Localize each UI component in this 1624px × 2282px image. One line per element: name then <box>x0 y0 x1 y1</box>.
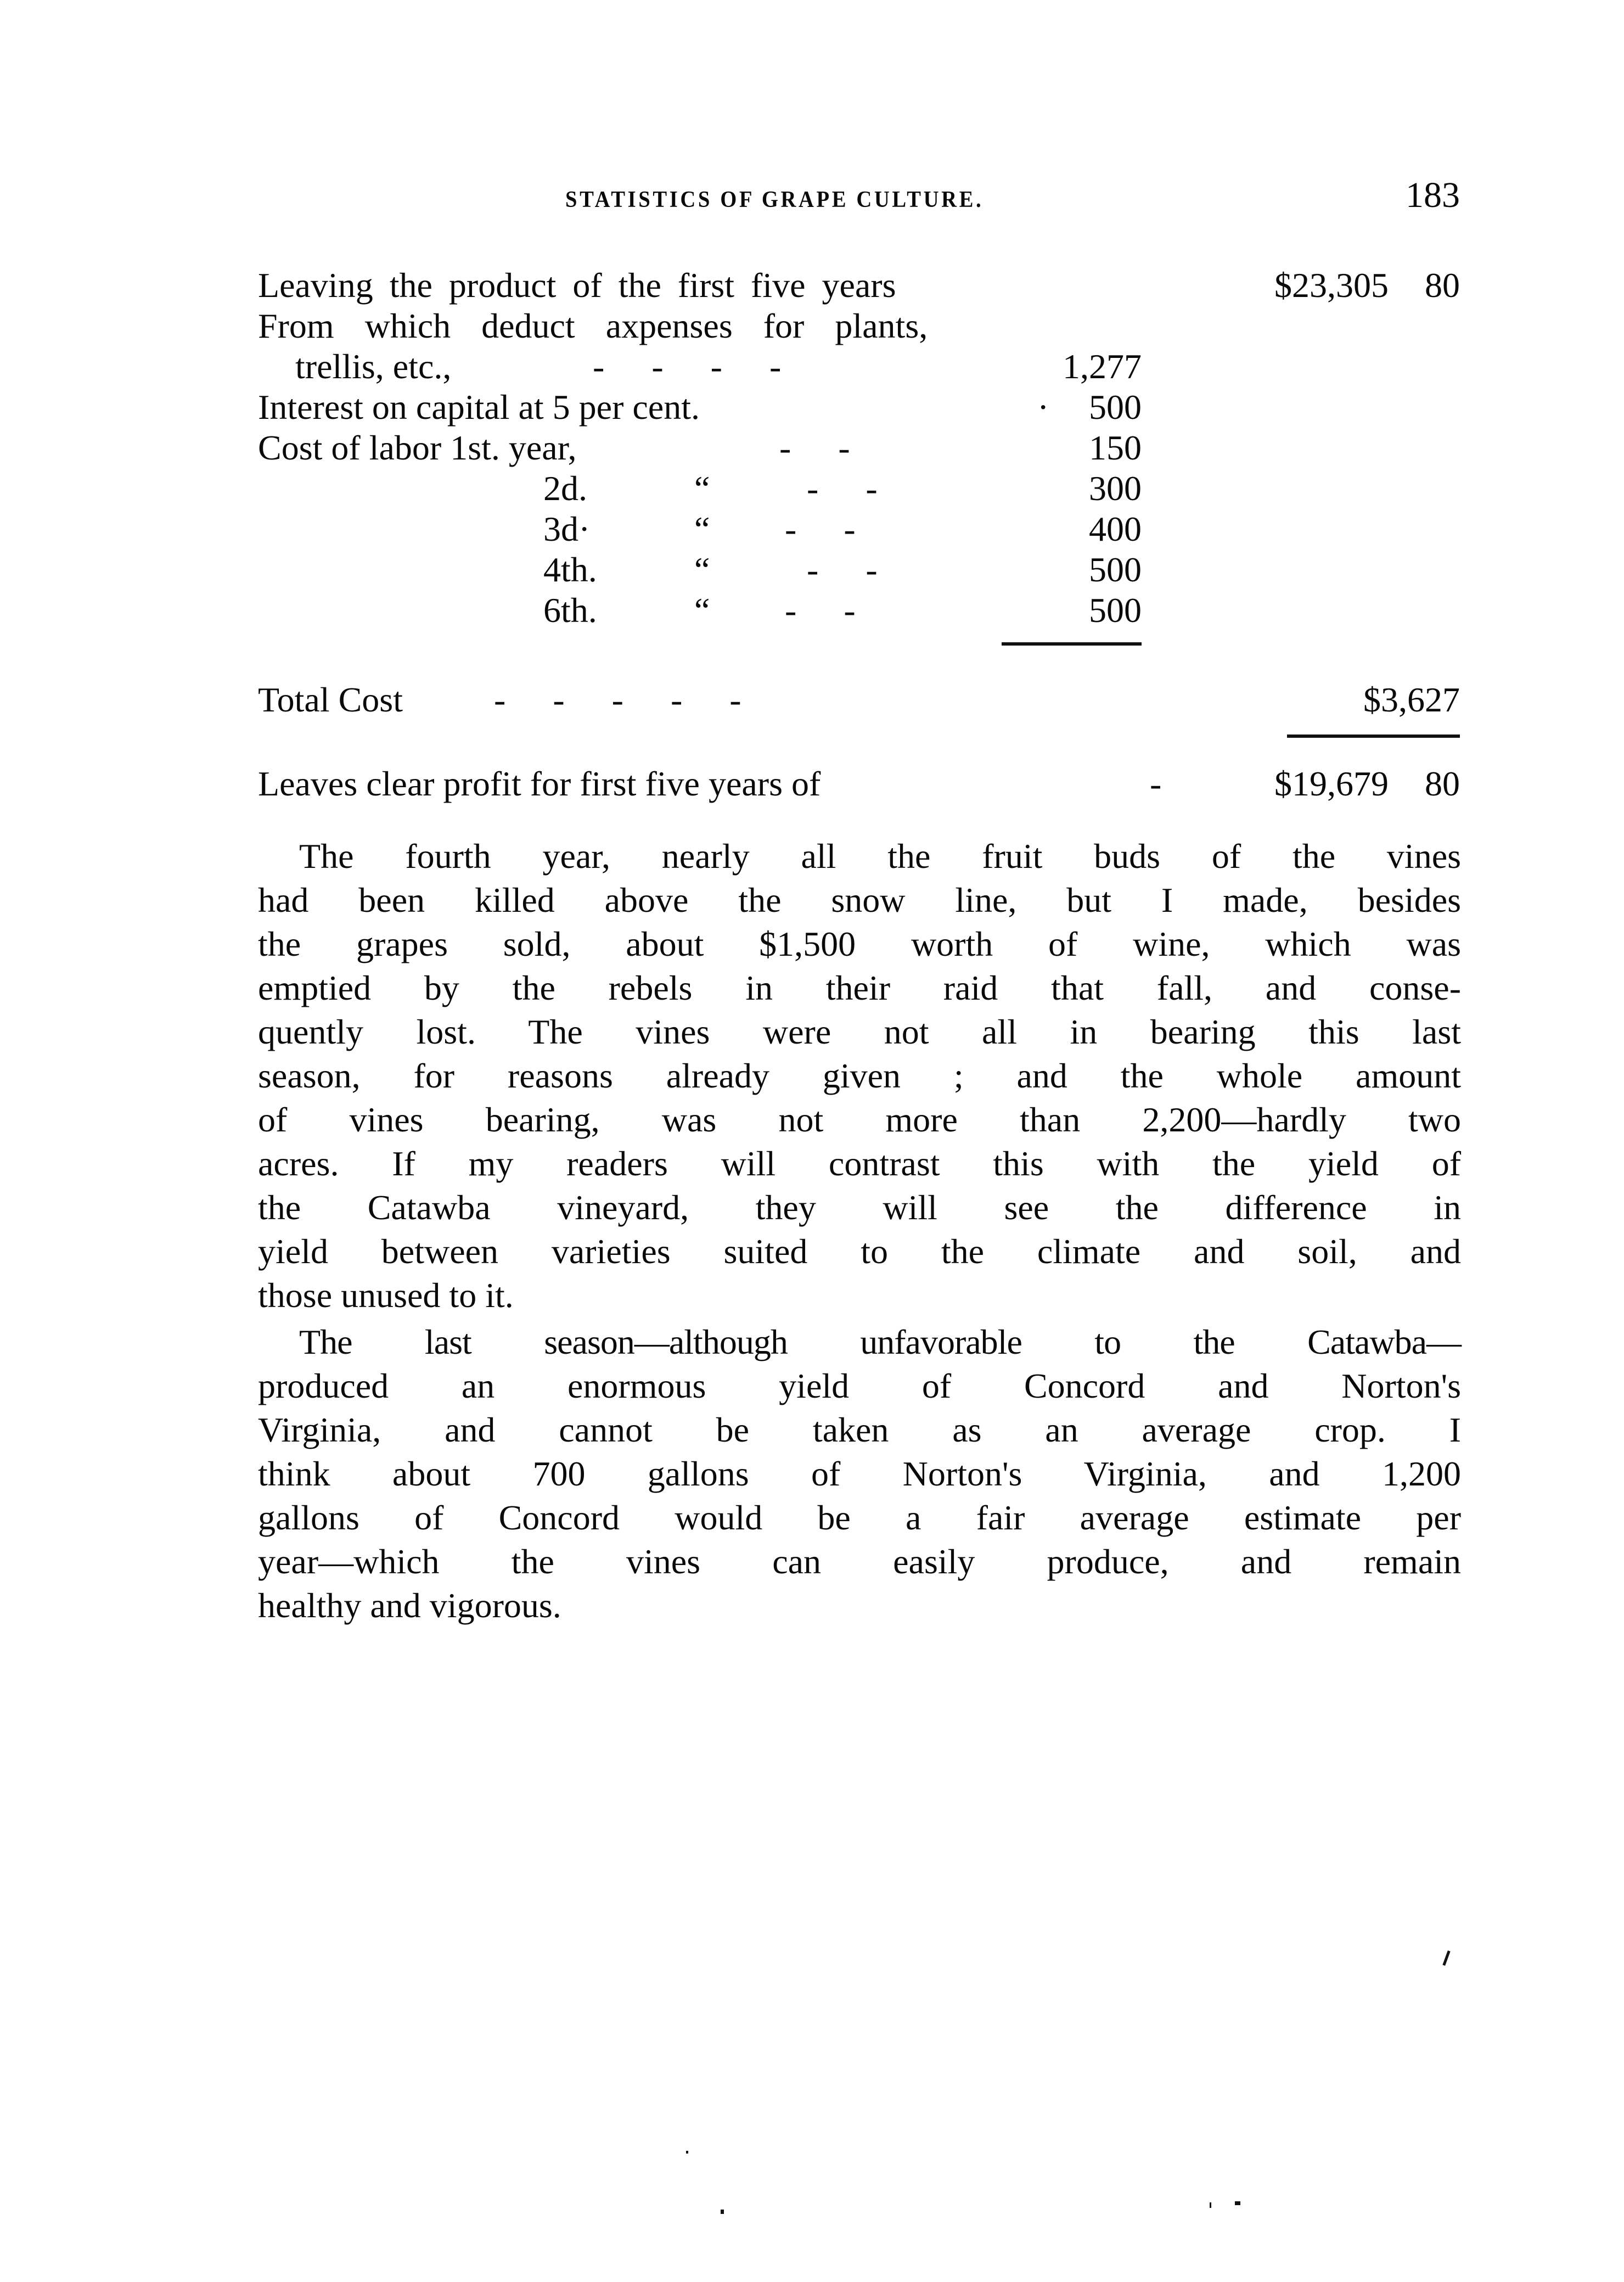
leader-dots: - - <box>785 509 856 548</box>
total-label: Total Cost <box>258 680 403 719</box>
text-line: Virginia, and cannot be taken as an average crop. I <box>258 1410 1461 1449</box>
profit-row <box>258 762 1460 806</box>
text-line: season, for reasons already given ; and the whole amount <box>258 1056 1461 1095</box>
table-row <box>258 548 1460 592</box>
scan-speck <box>1235 2201 1240 2205</box>
paragraph-1 <box>258 834 1461 1317</box>
row-label: Cost of labor 1st. year, <box>258 428 577 467</box>
table-row <box>258 467 1460 511</box>
scan-speck <box>1210 2202 1211 2208</box>
profit-dollars: $19,679 <box>1274 764 1389 803</box>
text-line: those unused to it. <box>258 1276 514 1315</box>
text-line: year—which the vines can easily produce, and remain <box>258 1542 1461 1581</box>
text-line: the grapes sold, about $1,500 worth of wine, which was <box>258 924 1461 963</box>
row-label: From which deduct axpenses for plants, <box>258 306 928 345</box>
text-line: healthy and vigorous. <box>258 1586 561 1625</box>
text-line: acres. If my readers will contrast this with the yield of <box>258 1144 1461 1183</box>
row-label: 3d· <box>543 509 591 548</box>
text-line: yield between varieties suited to the climate and soil, and <box>258 1232 1461 1271</box>
leader-dots: - <box>1150 764 1162 803</box>
text-line: emptied by the rebels in their raid that fall, and conse- <box>258 968 1461 1007</box>
paragraph-2 <box>258 1320 1461 1628</box>
row-label: 4th. <box>543 550 597 589</box>
table-row <box>258 263 1460 307</box>
subtotal-rule <box>1002 642 1142 646</box>
table-row <box>258 588 1460 632</box>
row-amount: 1,277 <box>1063 347 1142 386</box>
profit-label: Leaves clear profit for first five years of <box>258 764 821 803</box>
text-line: the Catawba vineyard, they will see the difference in <box>258 1188 1461 1227</box>
scan-speck <box>686 2151 688 2154</box>
running-title: STATISTICS OF GRAPE CULTURE. <box>565 187 984 212</box>
row-amount: 150 <box>1089 428 1142 467</box>
row-amount: 300 <box>1089 469 1142 508</box>
table-row <box>258 507 1460 551</box>
text-line: produced an enormous yield of Concord and Norton's <box>258 1366 1461 1405</box>
row-amount: 500 <box>1089 550 1142 589</box>
row-label: 6th. <box>543 591 597 630</box>
page-number: 183 <box>1406 175 1460 215</box>
leader-dots: - - - - <box>593 347 782 386</box>
table-row <box>258 385 1460 429</box>
leader-dots: - - <box>779 428 850 467</box>
text-line: The fourth year, nearly all the fruit buds of the vines <box>299 837 1461 876</box>
ditto-mark: “ <box>694 550 710 589</box>
leader-dots: - - <box>807 469 878 508</box>
total-rule <box>1287 734 1460 738</box>
row-amount: 500 <box>1089 591 1142 630</box>
text-line: had been killed above the snow line, but I made, besides <box>258 881 1461 919</box>
scan-speck <box>721 2210 724 2214</box>
text-line: quently lost. The vines were not all in bearing this last <box>258 1012 1461 1051</box>
ditto-mark: “ <box>694 591 710 630</box>
leader-dots: - - <box>785 591 856 630</box>
row-label: Leaving the product of the first five years <box>258 266 896 305</box>
row-label: trellis, etc., <box>295 347 452 386</box>
row-cents: 80 <box>1425 266 1460 305</box>
total-amount: $3,627 <box>1363 680 1460 719</box>
table-row <box>258 304 1460 348</box>
scan-speck <box>1442 1950 1450 1966</box>
text-line: gallons of Concord would be a fair average estimate per <box>258 1498 1461 1537</box>
text-line: think about 700 gallons of Norton's Virginia, and 1,200 <box>258 1454 1461 1493</box>
row-dollars: $23,305 <box>1274 266 1389 305</box>
leader-dots: · <box>1037 388 1049 427</box>
row-amount: 400 <box>1089 509 1142 548</box>
row-label: 2d. <box>543 469 587 508</box>
text-line: The last season—although unfavorable to the Catawba— <box>299 1322 1461 1361</box>
row-amount: 500 <box>1089 388 1142 427</box>
running-head <box>565 175 1460 218</box>
ditto-mark: “ <box>694 509 710 548</box>
text-line: of vines bearing, was not more than 2,200—hardly two <box>258 1100 1461 1139</box>
table-row <box>258 345 1460 389</box>
ditto-mark: “ <box>694 469 710 508</box>
leader-dots: - - <box>807 550 878 589</box>
row-label: Interest on capital at 5 per cent. <box>258 388 700 427</box>
leader-dots: - - - - - <box>494 680 741 719</box>
table-row <box>258 426 1460 470</box>
profit-cents: 80 <box>1425 764 1460 803</box>
total-row <box>258 678 1460 722</box>
